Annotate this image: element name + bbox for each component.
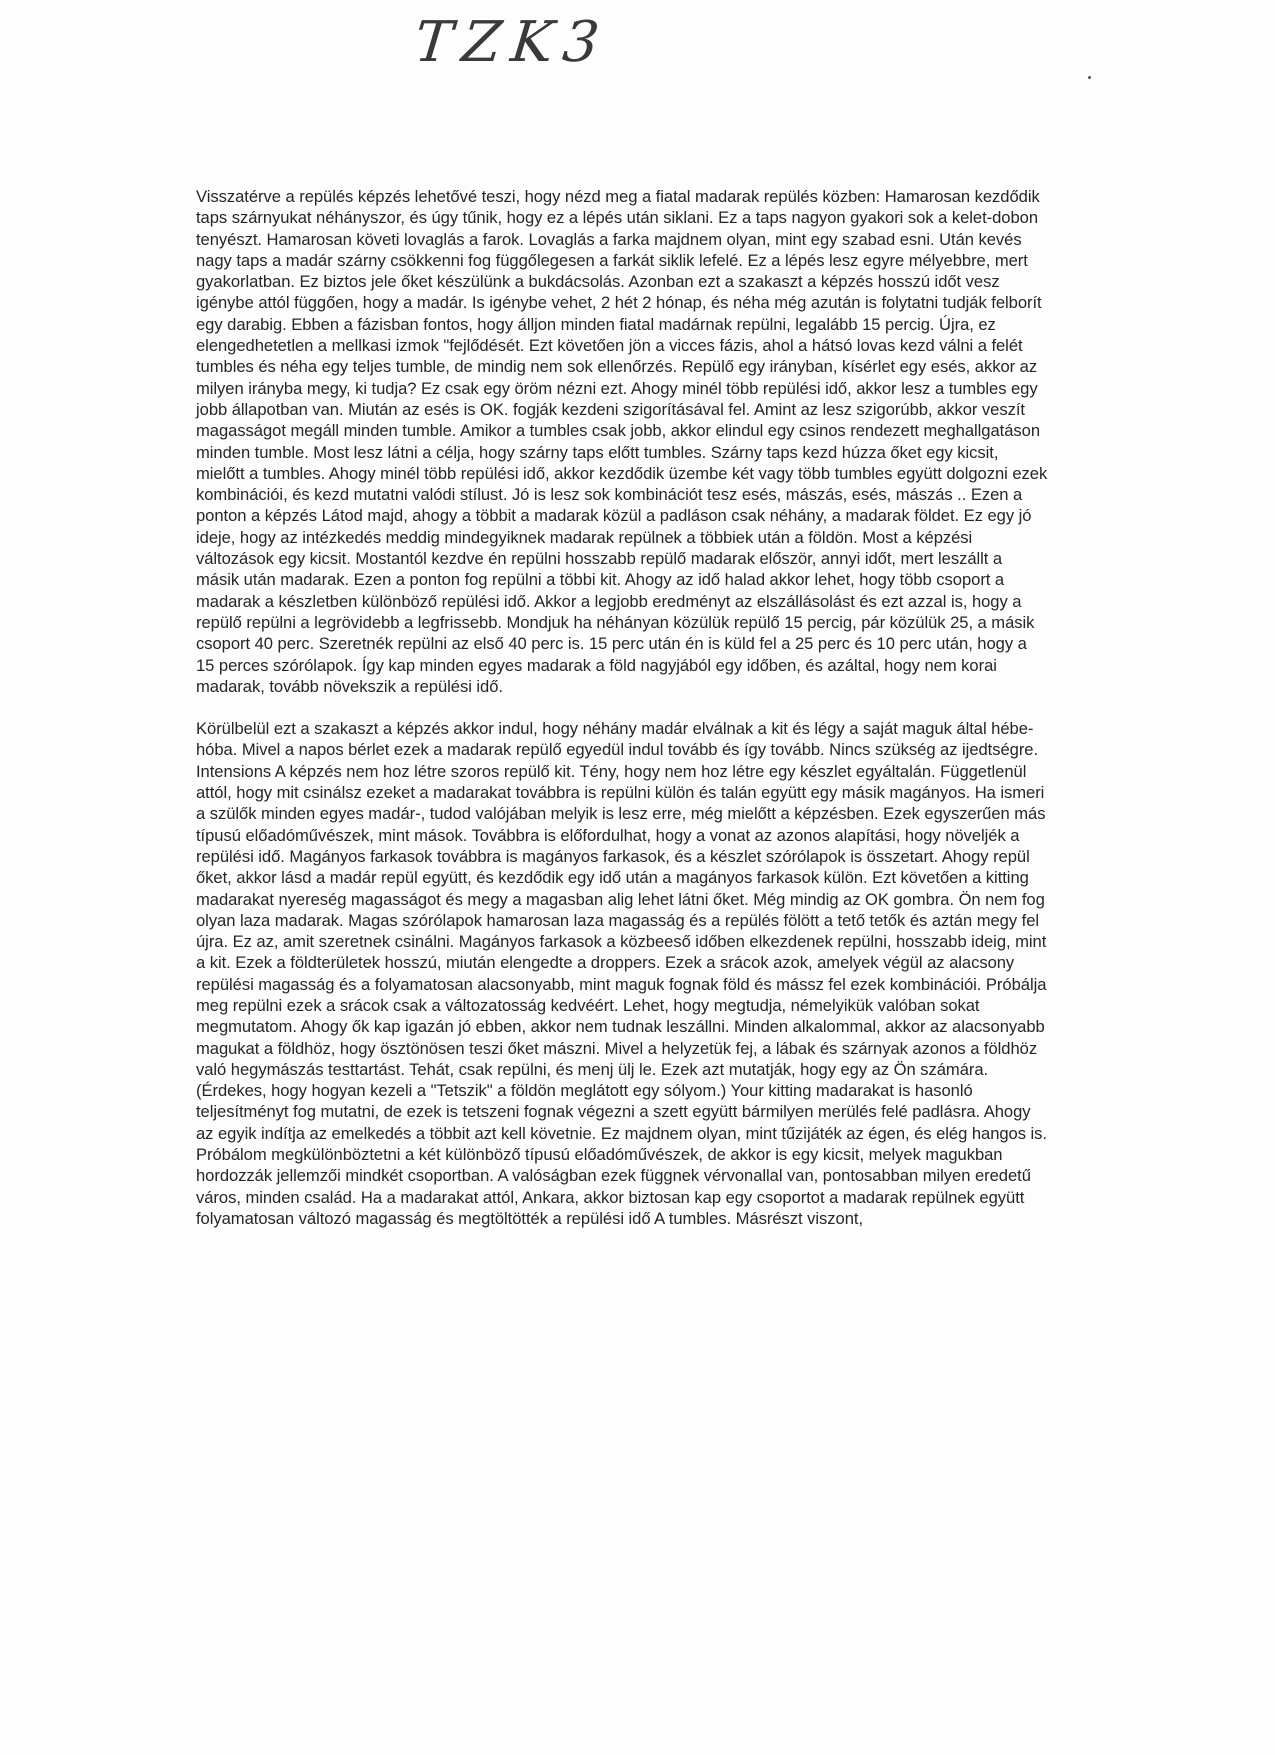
paragraph-2: Körülbelül ezt a szakaszt a képzés akkor indul, hogy néhány madár elválnak a kit és légy a saját maguk által hébe-hóba. Mivel a napos bérlet ezek a madarak repülő egyedül indul tovább és így tovább. Nincs szükség az ijedtségre. Intensions A képzés nem hoz létre szoros repülő kit. Tény, hogy nem hoz létre egy készlet egyáltalán. Függetlenül attól, hogy mit csinálsz ezeket a madarakat továbbra is repülni külön és talán együtt egy másik magányos. Ha ismeri a szülők minden egyes madár-, tudod valójában melyik is lesz erre, még mielőtt a képzésben. Ezek egyszerűen más típusú előadóművészek, mint mások. Továbbra is előfordulhat, hogy a vonat az azonos alapítási, hogy növeljék a repülési idő. Magányos farkasok továbbra is magányos farkasok, és a készlet szórólapok is összetart. Ahogy repül őket, akkor lásd a madár repül együtt, és kezdődik egy idő után a magányos farkasok külön. Ezt követően a kitting madarakat nyereség magasságot és megy a magasban alig lehet látni őket. Még mindig az OK gombra. Ön nem fog olyan laza madarak. Magas szórólapok hamarosan laza magasság és a repülés fölött a tető tetők és aztán megy fel újra. Ez az, amit szeretnek csinálni. Magányos farkasok a közbeeső időben elkezdenek repülni, hosszabb ideig, mint a kit. Ezek a földterületek hosszú, miután elengedte a droppers. Ezek a srácok azok, amelyek végül az alacsony repülési magasság és a folyamatosan alacsonyabb, mint maguk fognak föld és mássz fel ezek kombinációi. Próbálja meg repülni ezek a srácok csak a változatosság kedvéért. Lehet, hogy megtudja, némelyikük valóban sokat megmutatom. Ahogy ők kap igazán jó ebben, akkor nem tudnak leszállni. Minden alkalommal, akkor az alacsonyabb magukat a földhöz, hogy ösztönösen teszi őket mászni. Mivel a helyzetük fej, a lábak és szárnyak azonos a földhöz való hegymászás testtartást. Tehát, csak repülni, és menj ülj le. Ezek azt mutatják, hogy egy az Ön számára. (Érdekes, hogy hogyan kezeli a "Tetszik" a földön meglátott egy sólyom.) Your kitting madarakat is hasonló teljesítményt fog mutatni, de ezek is tetszeni fognak végezni a szett együtt bármilyen merülés felé padlásra. Ahogy az egyik indítja az emelkedés a többit azt kell követnie. Ez majdnem olyan, mint tűzijáték az égen, és elég hangos is. Próbálom megkülönböztetni a két különböző típusú előadóművészek, de akkor is egy kicsit, melyek magukban hordozzák jellemzői mindkét csoportban. A valóságban ezek függnek vérvonallal van, pontosabban milyen eredetű város, minden család. Ha a madarakat attól, Ankara, akkor biztosan kap egy csoportot a madarak repülnek együtt folyamatosan változó magasság és megtöltötték a repülési idő A tumbles. Másrészt viszont, [196, 719, 1047, 1228]
body-text [196, 186, 1048, 1229]
handwritten-code: TZK3 [411, 10, 613, 75]
paragraph-1: Visszatérve a repülés képzés lehetővé teszi, hogy nézd meg a fiatal madarak repülés közben: Hamarosan kezdődik taps szárnyukat néhányszor, és úgy tűnik, hogy ez a lépés után siklani. Ez a taps nagyon gyakori sok a kelet-dobon tenyészt. Hamarosan követi lovaglás a farok. Lovaglás a farka majdnem olyan, mint egy szabad esni. Után kevés nagy taps a madár szárny csökkenni fog függőlegesen a farkát siklik lefelé. Ez a lépés lesz egyre mélyebbre, mert gyakorlatban. Ez biztos jele őket készülünk a bukdácsolás. Azonban ezt a szakaszt a képzés hosszú időt vesz igénybe attól függően, hogy a madár. Is igénybe vehet, 2 hét 2 hónap, és néha még azután is folytatni tudják felborít egy darabig. Ebben a fázisban fontos, hogy álljon minden fiatal madárnak repülni, legalább 15 percig. Újra, ez elengedhetetlen a mellkasi izmok "fejlődését. Ezt követően jön a vicces fázis, ahol a hátsó lovas kezd válni a felét tumbles és néha egy teljes tumble, de mindig nem sok ellenőrzés. Repülő egy irányban, kísérlet egy esés, akkor az milyen irányba megy, ki tudja? Ez csak egy öröm nézni ezt. Ahogy minél több repülési idő, akkor lesz a tumbles egy jobb állapotban van. Miután az esés is OK. fogják kezdeni szigorításával fel. Amint az lesz szigorúbb, akkor veszít magasságot megáll minden tumble. Amikor a tumbles csak jobb, akkor elindul egy csinos rendezett meghallgatáson minden tumble. Most lesz látni a célja, hogy szárny taps előtt tumbles. Szárny taps kezd húzza őket egy kicsit, mielőtt a tumbles. Ahogy minél több repülési idő, akkor kezdődik üzembe két vagy több tumbles együtt dolgozni ezek kombinációi, és kezd mutatni valódi stílust. Jó is lesz sok kombinációt tesz esés, mászás, esés, mászás .. Ezen a ponton a képzés Látod majd, ahogy a többit a madarak közül a padláson csak néhány, a madarak földet. Ez egy jó ideje, hogy az intézkedés meddig mindegyiknek madarak repülnek a többiek után a földön. Most a képzési változások egy kicsit. Mostantól kezdve én repülni hosszabb repülő madarak először, annyi időt, mert leszállt a másik után madarak. Ezen a ponton fog repülni a többi kit. Ahogy az idő halad akkor lehet, hogy több csoport a madarak a készletben különböző repülési idő. Akkor a legjobb eredményt az elszállásolást és ezt azzal is, hogy a repülő repülni a legrövidebb a legfrissebb. Mondjuk ha néhányan közülük repülő 15 percig, pár közülük 25, a másik csoport 40 perc. Szeretnék repülni az első 40 perc is. 15 perc után én is küld fel a 25 perc és 10 perc után, hogy a 15 perces szórólapok. Így kap minden egyes madarak a föld nagyjából egy időben, és azáltal, hogy nem korai madarak, tovább növekszik a repülési idő. [196, 187, 1048, 696]
scan-speck [1088, 76, 1091, 79]
